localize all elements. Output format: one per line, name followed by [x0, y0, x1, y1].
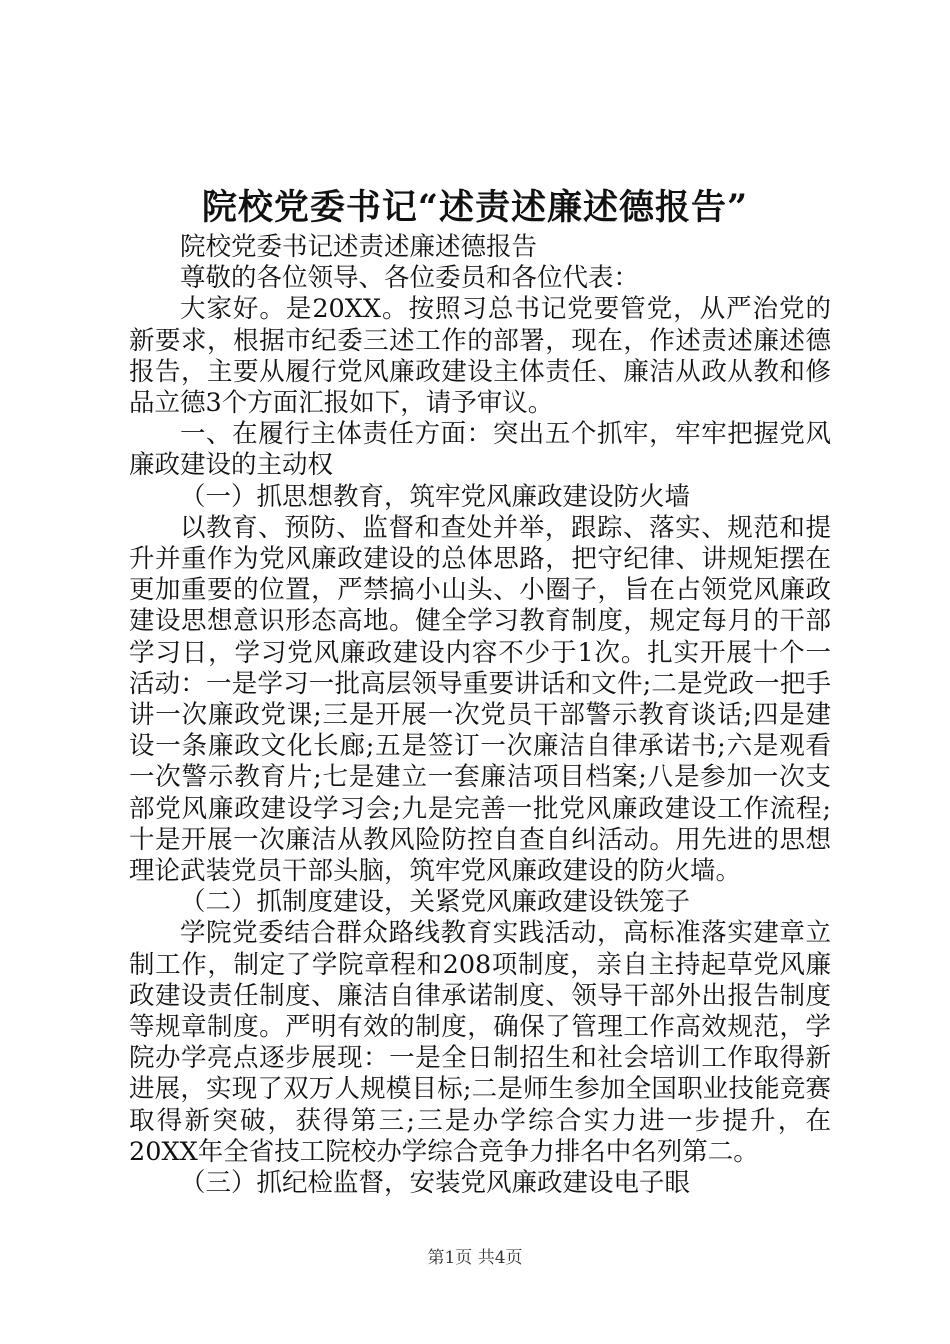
section-heading: 一、在履行主体责任方面：突出五个抓牢，牢牢把握党风廉政建设的主动权: [129, 419, 831, 481]
document-title: 院校党委书记“述责述廉述德报告”: [201, 187, 749, 228]
document-body: [129, 232, 831, 1199]
page-number-footer: 第1页 共4页: [427, 1248, 523, 1268]
body-paragraph: 尊敬的各位领导、各位委员和各位代表：: [180, 263, 640, 294]
body-paragraph: 大家好。是20XX。按照习总书记党要管党，从严治党的新要求，根据市纪委三述工作的部署，现在，作述责述廉述德报告，主要从履行党风廉政建设主体责任、廉洁从政从教和修品立德3个方面汇报如下，请予审议。: [129, 294, 831, 419]
body-paragraph: 学院党委结合群众路线教育实践活动，高标准落实建章立制工作，制定了学院章程和208项制度，亲自主持起草党风廉政建设责任制度、廉洁自律承诺制度、领导干部外出报告制度等规章制度。严明有效的制度，确保了管理工作高效规范，学院办学亮点逐步展现：一是全日制招生和社会培训工作取得新进展，实现了双万人规模目标;二是师生参加全国职业技能竞赛取得新突破，获得第三;三是办学综合实力进一步提升，在20XX年全省技工院校办学综合竞争力排名中名列第二。: [129, 918, 831, 1167]
subsection-heading: （二）抓制度建设，关紧党风廉政建设铁笼子: [180, 887, 691, 918]
body-paragraph: 以教育、预防、监督和查处并举，跟踪、落实、规范和提升并重作为党风廉政建设的总体思路，把守纪律、讲规矩摆在更加重要的位置，严禁搞小山头、小圈子，旨在占领党风廉政建设思想意识形态高地。健全学习教育制度，规定每月的干部学习日，学习党风廉政建设内容不少于1次。扎实开展十个一活动：一是学习一批高层领导重要讲话和文件;二是党政一把手讲一次廉政党课;三是开展一次党员干部警示教育谈话;四是建设一条廉政文化长廊;五是签订一次廉洁自律承诺书;六是观看一次警示教育片;七是建立一套廉洁项目档案;八是参加一次支部党风廉政建设学习会;九是完善一批党风廉政建设工作流程;十是开展一次廉洁从教风险防控自查自纠活动。用先进的思想理论武装党员干部头脑，筑牢党风廉政建设的防火墙。: [129, 512, 831, 887]
subsection-heading: （三）抓纪检监督，安装党风廉政建设电子眼: [180, 1168, 691, 1199]
body-paragraph: 院校党委书记述责述廉述德报告: [180, 232, 538, 262]
subsection-heading: （一）抓思想教育，筑牢党风廉政建设防火墙: [180, 481, 691, 512]
